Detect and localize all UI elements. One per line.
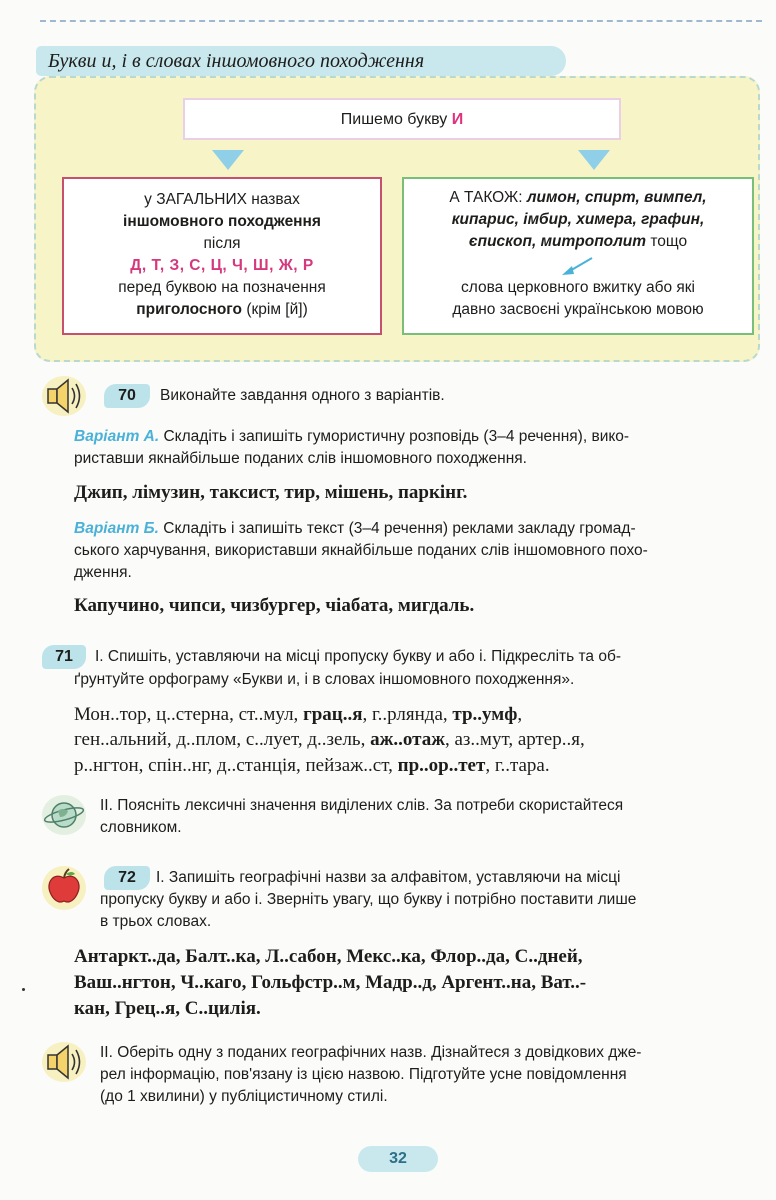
arrow-down-right-icon xyxy=(578,150,610,170)
rule-left-line: іншомовного походження xyxy=(123,213,321,230)
word-part: , аз..мут, артер..я, xyxy=(444,729,585,750)
rule-right-line: слова церковного вжитку або які xyxy=(461,279,695,296)
task-text: I. Запишіть географічні назви за алфавітом, уставляючи на місці xyxy=(156,869,621,886)
rule-head-letter: И xyxy=(451,111,464,128)
task-text: дження. xyxy=(74,564,132,581)
rule-left-line xyxy=(64,299,380,321)
word-list: Капучино, чипси, чизбургер, чіабата, мигдаль. xyxy=(74,595,475,616)
word-list xyxy=(74,755,550,777)
rule-right-words: єпископ, митрополит xyxy=(468,233,647,250)
rule-left-line: у ЗАГАЛЬНИХ назвах xyxy=(144,191,300,208)
word-list: Джип, лімузин, таксист, тир, мішень, паркінг. xyxy=(74,482,468,503)
task-text: Виконайте завдання одного з варіантів. xyxy=(160,387,445,404)
highlighted-word: грац..я xyxy=(303,704,363,725)
highlighted-word: пр..ор..тет xyxy=(397,755,486,776)
rule-right-words: лимон, спирт, вимпел, xyxy=(526,189,707,206)
task-text: I. Спишіть, уставляючи на місці пропуску букву и або і. Підкресліть та об- xyxy=(95,648,622,665)
word-part: , г..тара. xyxy=(485,755,550,776)
rule-left-letters: Д, Т, З, С, Ц, Ч, Ш, Ж, Р xyxy=(130,257,314,274)
arrow-down-left-icon xyxy=(212,150,244,170)
word-part: , xyxy=(517,704,523,725)
speck xyxy=(22,988,25,991)
rule-title: Букви и, і в словах іншомовного походження xyxy=(36,46,566,76)
rule-head xyxy=(183,98,621,140)
highlighted-word: аж..отаж xyxy=(370,729,445,750)
word-part: ген..альний, д..плом, с..лует, д..зель, xyxy=(74,729,371,750)
task-text-part: Складіть і запишіть текст (3–4 речення) реклами закладу громад- xyxy=(158,520,636,537)
variant-label: Варіант Б. xyxy=(74,520,159,537)
word-part: , г..рлянда, xyxy=(362,704,453,725)
rule-left-bold: приголосного xyxy=(136,301,243,318)
exercise-number: 72 xyxy=(104,866,150,890)
task-text: в трьох словах. xyxy=(100,913,212,930)
rule-right-line xyxy=(404,231,752,253)
exercise-number: 70 xyxy=(104,384,150,408)
task-text: рел інформацію, пов'язану із цією назвою. Підготуйте усне повідомлення xyxy=(100,1066,627,1083)
rule-right-words: кипарис, імбир, химера, графин, xyxy=(451,211,705,228)
rule-left-panel xyxy=(62,177,382,335)
task-text: II. Оберіть одну з поданих географічних назв. Дізнайтеся з довідкових дже- xyxy=(100,1044,642,1061)
task-text: ґрунтуйте орфограму «Букви и, і в словах іншомовного походження». xyxy=(74,671,575,688)
word-part: р..нгтон, спін..нг, д..станція, пейзаж..ст, xyxy=(74,755,398,776)
rule-left-tail: (крім [й]) xyxy=(242,301,308,318)
rule-left-line: після xyxy=(203,235,241,252)
speaker-icon xyxy=(40,1040,88,1084)
task-text xyxy=(74,426,629,448)
task-text xyxy=(74,518,636,540)
word-list: Ваш..нгтон, Ч..каго, Гольфстр..м, Мадр..д, Аргент..на, Ват..- xyxy=(74,972,587,993)
page-number: 32 xyxy=(358,1146,438,1172)
task-text: словником. xyxy=(100,819,182,836)
highlighted-word: тр..умф xyxy=(452,704,518,725)
rule-left-line: перед буквою на позначення xyxy=(118,279,326,296)
globe-icon xyxy=(40,793,88,837)
word-list xyxy=(74,729,585,751)
word-list xyxy=(74,704,522,726)
task-text: (до 1 хвилини) у публіцистичному стилі. xyxy=(100,1088,388,1105)
rule-right-line: давно засвоєні українською мовою xyxy=(452,301,704,318)
task-text: II. Поясніть лексичні значення виділених слів. За потреби скористайтеся xyxy=(100,797,624,814)
rule-head-text: Пишемо букву xyxy=(340,111,452,128)
apple-icon xyxy=(40,864,88,912)
task-text: риставши якнайбільше поданих слів іншомовного походження. xyxy=(74,450,527,467)
speaker-icon xyxy=(40,374,88,418)
word-list: Антаркт..да, Балт..ка, Л..сабон, Мекс..ка, Флор..да, С..дней, xyxy=(74,946,583,967)
word-list: кан, Грец..я, С..цилія. xyxy=(74,998,261,1019)
rule-right-line xyxy=(404,187,752,209)
task-text-part: Складіть і запишіть гумористичну розповідь (3–4 речення), вико- xyxy=(159,428,630,445)
arrow-pointer-icon xyxy=(558,255,598,277)
rule-right-tail: тощо xyxy=(646,233,688,250)
top-divider xyxy=(40,20,762,22)
word-part: Мон..тор, ц..стерна, ст..мул, xyxy=(74,704,304,725)
task-text: пропуску букву и або і. Зверніть увагу, що букву і потрібно поставити лише xyxy=(100,891,637,908)
task-text: ського харчування, використавши якнайбільше поданих слів іншомовного похо- xyxy=(74,542,648,559)
variant-label: Варіант А. xyxy=(74,428,160,445)
rule-right-panel xyxy=(402,177,754,335)
exercise-number: 71 xyxy=(42,645,86,669)
rule-right-caps: А ТАКОЖ: xyxy=(449,189,527,206)
